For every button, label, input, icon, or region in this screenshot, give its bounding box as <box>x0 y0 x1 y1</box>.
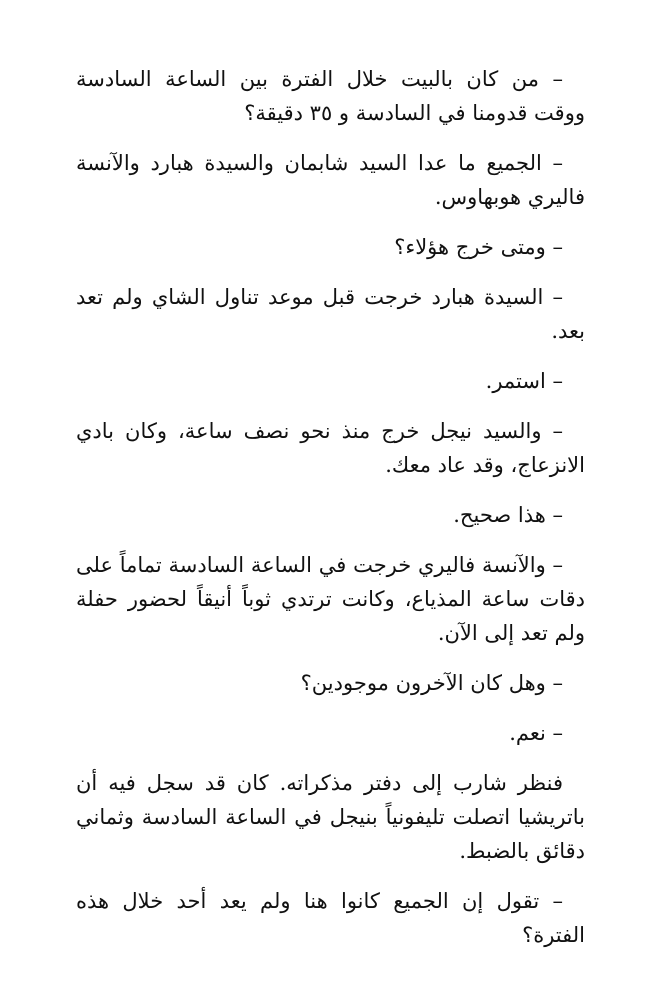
paragraph-3: – ومتى خرج هؤلاء؟ <box>394 235 563 259</box>
paragraph-7: – هذا صحيح. <box>453 503 563 527</box>
paragraph-10: – نعم. <box>509 721 563 745</box>
paragraph-9: – وهل كان الآخرون موجودين؟ <box>300 671 563 695</box>
book-page-text <box>76 62 585 968</box>
paragraph-2: – الجميع ما عدا السيد شابمان والسيدة هبارد والآنسة فاليري هوبهاوس. <box>76 151 585 209</box>
paragraph-4: – السيدة هبارد خرجت قبل موعد تناول الشاي ولم تعد بعد. <box>76 285 585 343</box>
paragraph-1: – من كان بالبيت خلال الفترة بين الساعة السادسة ووقت قدومنا في السادسة و ٣٥ دقيقة؟ <box>76 67 585 125</box>
paragraph-8: – والآنسة فاليري خرجت في الساعة السادسة تماماً على دقات ساعة المذياع، وكانت ترتدي ثوباً أنيقاً لحضور حفلة ولم تعد إلى الآن. <box>76 553 585 645</box>
paragraph-12: – تقول إن الجميع كانوا هنا ولم يعد أحد خلال هذه الفترة؟ <box>76 889 585 947</box>
paragraph-6: – والسيد نيجل خرج منذ نحو نصف ساعة، وكان بادي الانزعاج، وقد عاد معك. <box>76 419 585 477</box>
paragraph-11: فنظر شارب إلى دفتر مذكراته. كان قد سجل فيه أن باتريشيا اتصلت تليفونياً بنيجل في الساعة السادسة وثماني دقائق بالضبط. <box>76 771 585 863</box>
paragraph-5: – استمر. <box>485 369 563 393</box>
